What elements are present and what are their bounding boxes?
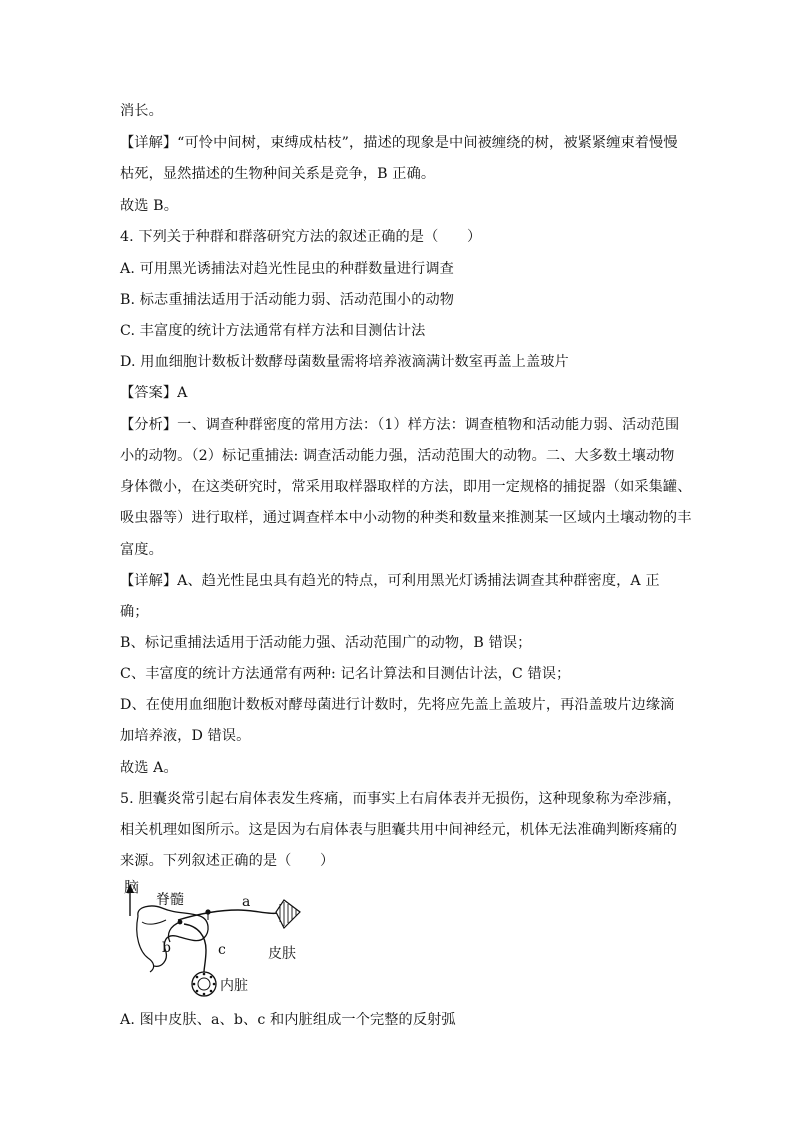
question-5-option-a: A. 图中皮肤、a、b、c 和内脏组成一个完整的反射弧 (120, 1012, 456, 1028)
label-viscera: 内脏 (220, 978, 248, 994)
detail-line: D、在使用血细胞计数板对酵母菌进行计数时，先将应先盖上盖玻片，再沿盖玻片边缘滴 (120, 697, 675, 713)
option-c: C. 丰富度的统计方法通常有样方法和目测估计法 (120, 323, 426, 339)
text-line: 枯死，显然描述的生物种间关系是竞争，B 正确。 (120, 166, 436, 182)
option-d: D. 用血细胞计数板计数酵母菌数量需将培养液滴满计数室再盖上盖玻片 (120, 354, 569, 370)
label-skin: 皮肤 (268, 946, 296, 962)
skin-receptor-icon (276, 900, 300, 928)
neuron-a (178, 910, 286, 920)
detail-line: C、丰富度的统计方法通常有两种: 记名计算法和目测估计法，C 错误； (120, 666, 571, 682)
detail-line: 确； (120, 604, 149, 620)
text-line: 故选 B。 (120, 198, 178, 214)
analysis-line: 【分析】一、调查种群密度的常用方法：（1）样方法：调查植物和活动能力弱、活动范围 (120, 417, 680, 433)
text-line: 消长。 (120, 103, 163, 119)
viscera-icon (192, 972, 216, 996)
analysis-line: 富度。 (120, 542, 163, 558)
option-b: B. 标志重捕法适用于活动能力弱、活动范围小的动物 (120, 292, 455, 308)
text-line: 【详解】“可怜中间树，束缚成枯枝”，描述的现象是中间被缠绕的树，被紧紧缠束着慢慢 (120, 135, 678, 151)
detail-line: B、标记重捕法适用于活动能力强、活动范围广的动物，B 错误； (120, 635, 532, 651)
label-c: c (218, 942, 226, 958)
label-b: b (162, 940, 171, 956)
question-5-stem: 相关机理如图所示。这是因为右肩体表与胆囊共用中间神经元，机体无法准确判断疼痛的 (120, 822, 678, 838)
detail-line: 加培养液，D 错误。 (120, 728, 251, 744)
question-5-stem: 来源。下列叙述正确的是（ ） (120, 853, 335, 869)
question-4-stem: 4. 下列关于种群和群落研究方法的叙述正确的是（ ） (120, 229, 482, 245)
text-line: 故选 A。 (120, 760, 178, 776)
analysis-line: 吸虫器等）进行取样，通过调查样本中小动物的种类和数量来推测某一区域内土壤动物的丰 (120, 510, 692, 526)
label-spinal-cord: 脊髓 (156, 892, 184, 908)
option-a: A. 可用黑光诱捕法对趋光性昆虫的种群数量进行调查 (120, 261, 454, 277)
question-5-stem: 5. 胆囊炎常引起右肩体表发生疼痛，而事实上右肩体表并无损伤，这种现象称为牵涉痛， (120, 791, 682, 807)
referred-pain-diagram (118, 876, 318, 1000)
label-a: a (242, 894, 251, 910)
neuron-b (168, 922, 180, 942)
analysis-line: 小的动物。（2）标记重捕法: 调查活动能力强，活动范围大的动物。二、大多数土壤动物 (120, 448, 675, 464)
answer: 【答案】A (120, 385, 188, 401)
detail-line: 【详解】A、趋光性昆虫具有趋光的特点，可利用黑光灯诱捕法调查其种群密度，A 正 (120, 573, 660, 589)
neuron-c (184, 924, 206, 972)
analysis-line: 身体微小，在这类研究时，常采用取样器取样的方法，即用一定规格的捕捉器（如采集罐、 (120, 479, 692, 495)
label-brain: 脑 (124, 878, 140, 896)
